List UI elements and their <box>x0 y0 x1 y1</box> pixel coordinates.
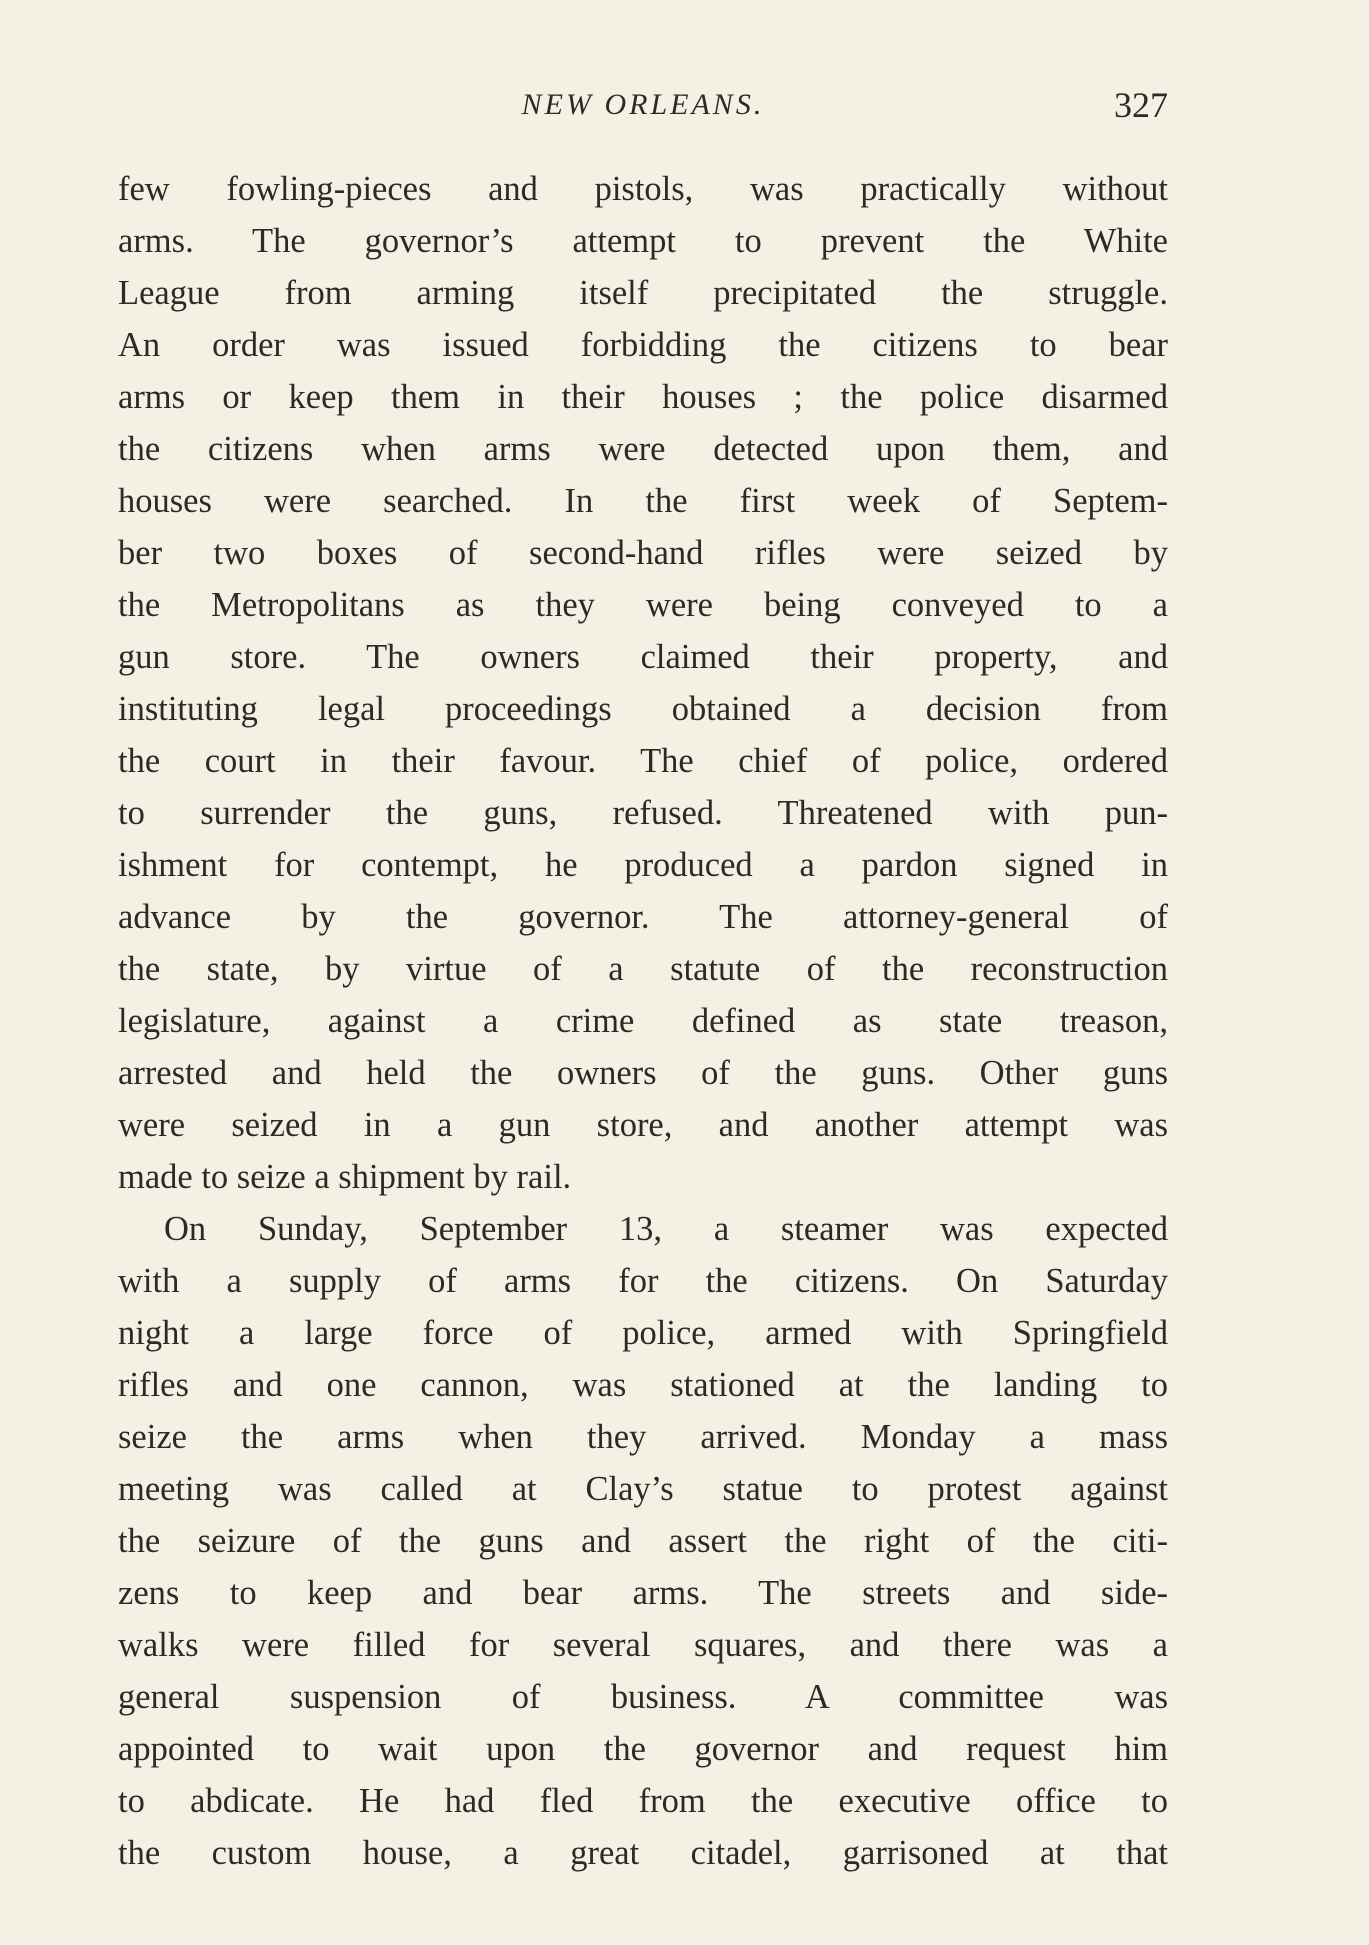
text-line: to surrender the guns, refused. Threatened with pun- <box>118 794 1168 832</box>
text-line: appointed to wait upon the governor and request him <box>118 1730 1168 1768</box>
text-line: the custom house, a great citadel, garrisoned at that <box>118 1834 1168 1872</box>
text-line: general suspension of business. A committee was <box>118 1678 1168 1716</box>
text-line: walks were filled for several squares, and there was a <box>118 1626 1168 1664</box>
running-title: NEW ORLEANS. <box>521 88 765 121</box>
text-line: legislature, against a crime defined as state treason, <box>118 1002 1168 1040</box>
text-line: the court in their favour. The chief of police, ordered <box>118 742 1168 780</box>
text-line: night a large force of police, armed with Springfield <box>118 1314 1168 1352</box>
text-line: were seized in a gun store, and another attempt was <box>118 1106 1168 1144</box>
text-line: arms or keep them in their houses ; the police disarmed <box>118 378 1168 416</box>
text-line: the citizens when arms were detected upon them, and <box>118 430 1168 468</box>
text-line: gun store. The owners claimed their property, and <box>118 638 1168 676</box>
text-line: advance by the governor. The attorney-general of <box>118 898 1168 936</box>
text-line: ber two boxes of second-hand rifles were seized by <box>118 534 1168 572</box>
text-line: to abdicate. He had fled from the executive office to <box>118 1782 1168 1820</box>
text-line: seize the arms when they arrived. Monday a mass <box>118 1418 1168 1456</box>
text-line: instituting legal proceedings obtained a decision from <box>118 690 1168 728</box>
text-line: arms. The governor’s attempt to prevent the White <box>118 222 1168 260</box>
text-line: few fowling-pieces and pistols, was practically without <box>118 170 1168 208</box>
body-text <box>118 163 1168 1879</box>
text-line: the state, by virtue of a statute of the reconstruction <box>118 950 1168 988</box>
text-line: On Sunday, September 13, a steamer was expected <box>164 1210 1168 1248</box>
page-number: 327 <box>1114 85 1168 125</box>
text-line: zens to keep and bear arms. The streets and side- <box>118 1574 1168 1612</box>
running-head <box>118 82 1168 132</box>
text-line: An order was issued forbidding the citizens to bear <box>118 326 1168 364</box>
text-line: meeting was called at Clay’s statue to protest against <box>118 1470 1168 1508</box>
text-line: ishment for contempt, he produced a pardon signed in <box>118 846 1168 884</box>
text-line: the seizure of the guns and assert the right of the citi- <box>118 1522 1168 1560</box>
text-line: arrested and held the owners of the guns. Other guns <box>118 1054 1168 1092</box>
text-line: the Metropolitans as they were being conveyed to a <box>118 586 1168 624</box>
text-line: League from arming itself precipitated the struggle. <box>118 274 1168 312</box>
text-line: rifles and one cannon, was stationed at the landing to <box>118 1366 1168 1404</box>
text-line: with a supply of arms for the citizens. On Saturday <box>118 1262 1168 1300</box>
text-line: houses were searched. In the first week of Septem- <box>118 482 1168 520</box>
text-line: made to seize a shipment by rail. <box>118 1158 572 1196</box>
paragraph-2 <box>118 1203 1168 1879</box>
paragraph-1 <box>118 163 1168 1203</box>
